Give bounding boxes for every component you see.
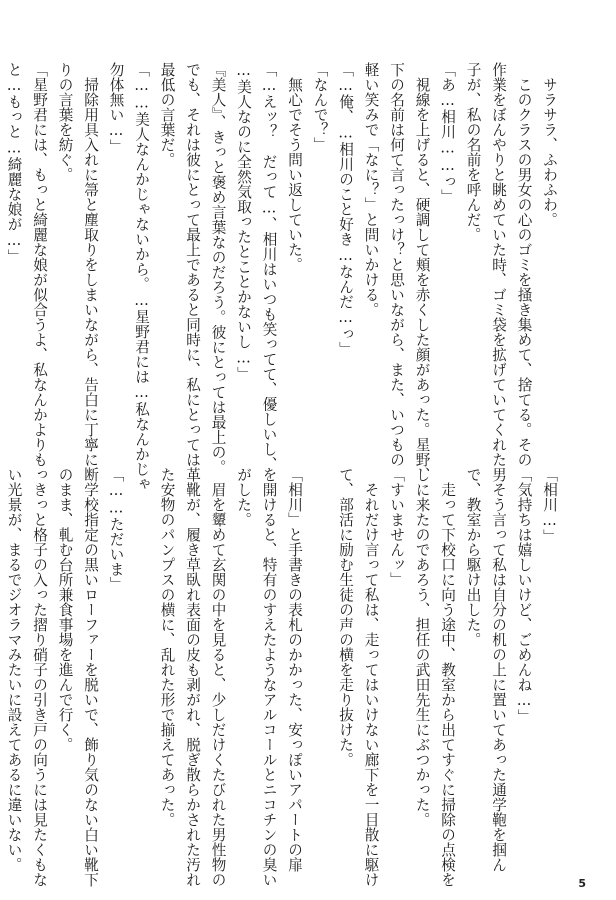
text-line: きっと格子の入った摺り硝子の引き戸の向うには見たくもな xyxy=(31,467,48,887)
text-line: 走って下校口に向う途中、教室から出てすぐに掃除の点検を xyxy=(439,467,456,887)
top-text-block xyxy=(1,62,562,492)
text-line: 「…俺、…相川のこと好き…なんだ…っ」 xyxy=(337,62,354,357)
text-line: サラサラ、ふわふわ。 xyxy=(541,62,558,227)
text-line: 子が、私の名前を呼んだ。 xyxy=(464,62,482,242)
text-line: で、教室から駆け出した。 xyxy=(464,467,482,647)
blank-line xyxy=(307,467,333,847)
text-line: 「なんで？」 xyxy=(311,62,329,152)
text-line: 無心でそう問い返していた。 xyxy=(286,62,303,272)
text-line: 掃除用具入れに箒と塵取りをしまいながら、告白に丁寧に断 xyxy=(82,62,99,482)
text-line: を開けると、特有のすえたようなアルコールとニコチンの臭い xyxy=(260,467,278,887)
text-line: 眉を顰めて玄関の中を見ると、少しだけくたびれた男性物の xyxy=(209,467,227,887)
text-line: 学校指定の黒いローファーを脱いで、飾り気のない白い靴下 xyxy=(82,467,99,887)
text-line: 勿体無い…」 xyxy=(107,62,125,155)
blank-line xyxy=(129,467,155,847)
text-line: 最低の言葉だ。 xyxy=(158,62,176,167)
text-line: 「相川」と手書きの表札のかかった、安っぽいアパートの扉 xyxy=(286,467,303,872)
text-line: 作業をぼんやりと眺めていた時、ゴミ袋を拡げていてくれた男 xyxy=(490,62,507,482)
text-line: でも、それは彼にとって最上であると同時に、私にとっては xyxy=(184,62,201,467)
text-line: 「…えッ？ だって…、相川はいつも笑ってて、優しいし、 xyxy=(260,62,278,472)
text-line: のまま、軋む台所兼食事場を進んで行く。 xyxy=(56,467,74,752)
text-line: 下の名前は何て言ったっけ？と思いながら、また、いつもの xyxy=(388,62,405,467)
text-line: がした。 xyxy=(235,467,252,527)
text-line: 「あ…相川……っ」 xyxy=(439,62,456,205)
text-line: 「気持ちは嬉しいけど、ごめんね…」 xyxy=(515,467,533,725)
text-line: …美人なのに全然気取ったとことかないし…」 xyxy=(235,62,252,382)
text-line: しに来たのであろう、担任の武田先生にぶつかった。 xyxy=(413,467,431,827)
text-line: 「星野君には、もっと綺麗な娘が似合うよ、私なんかよりもっ xyxy=(31,62,48,482)
text-line: そう言って私は自分の机の上に置いてあった通学鞄を掴ん xyxy=(490,467,507,872)
text-line: と…もっと…綺麗な娘が…」 xyxy=(5,62,23,265)
text-line: い光景が、まるでジオラマみたいに設えてあるに違いない。 xyxy=(5,467,23,872)
text-line: た安物のパンプスの横に、乱れた形で揃えてあった。 xyxy=(158,467,176,827)
text-line: 軽い笑みで「なに？」と問いかける。 xyxy=(362,62,380,317)
text-line: 革靴が、履き草臥れ表面の皮も剥がれ、脱ぎ散らかされた汚れ xyxy=(184,467,201,887)
text-line: 『美人』、きっと褒め言葉なのだろう。彼にとっては最上の。 xyxy=(209,62,227,475)
page-number: 5 xyxy=(578,877,586,890)
text-line: 「……美人なんかじゃないから。…星野君には…私なんかじゃ xyxy=(133,62,150,492)
text-line: 「すいませんッ」 xyxy=(388,467,405,587)
text-line: それだけ言って私は、走ってはいけない廊下を一目散に駆け xyxy=(362,467,380,887)
text-line: 「相川…」 xyxy=(541,467,558,545)
text-line: 「……ただいま」 xyxy=(107,467,125,592)
bottom-text-block xyxy=(1,467,562,887)
text-line: りの言葉を紡ぐ。 xyxy=(56,62,74,182)
text-line: このクラスの男女の心のゴミを掻き集めて、捨てる。その xyxy=(515,62,533,467)
text-line: 視線を上げると、硬調して頬を赤くした顔があった。星野、 xyxy=(413,62,431,482)
text-line: て、部活に励む生徒の声の横を走り抜けた。 xyxy=(337,467,354,767)
